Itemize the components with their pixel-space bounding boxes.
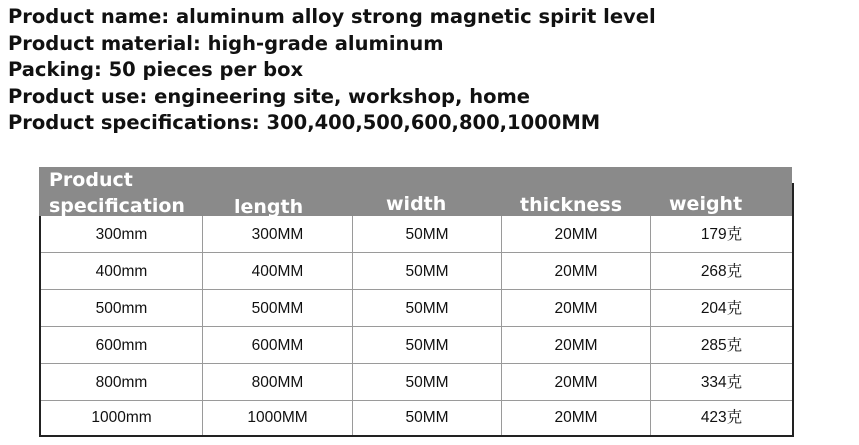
header-product: Product <box>49 169 133 191</box>
cell-spec: 1000mm <box>91 409 152 426</box>
table-row <box>41 327 792 364</box>
cell-weight: 179克 <box>700 226 743 243</box>
header-thickness: thickness <box>520 194 623 216</box>
cell-thickness: 20MM <box>554 263 598 280</box>
header-width: width <box>386 193 447 215</box>
cell-thickness: 20MM <box>554 300 598 317</box>
table-row <box>41 400 792 435</box>
product-specifications-line: Product specifications: 300,400,500,600,800,1000MM <box>8 111 601 134</box>
cell-length: 800MM <box>251 374 304 391</box>
cell-length: 1000MM <box>247 409 308 426</box>
cell-thickness: 20MM <box>554 374 598 391</box>
packing-line: Packing: 50 pieces per box <box>8 58 304 81</box>
cell-width: 50MM <box>405 337 449 354</box>
table-row <box>41 364 792 401</box>
cell-spec: 800mm <box>95 374 148 391</box>
cell-weight: 285克 <box>700 337 743 354</box>
header-length: length <box>234 196 304 218</box>
cell-spec: 600mm <box>95 337 148 354</box>
cell-spec: 300mm <box>95 226 148 243</box>
cell-width: 50MM <box>405 374 449 391</box>
cell-spec: 400mm <box>95 263 148 280</box>
cell-length: 300MM <box>251 226 304 243</box>
cell-width: 50MM <box>405 409 449 426</box>
product-info-list <box>8 4 656 137</box>
table-row <box>41 216 792 253</box>
product-use-line: Product use: engineering site, workshop, home <box>8 84 531 108</box>
table-body <box>39 216 792 437</box>
specification-table <box>39 167 792 437</box>
cell-weight: 204克 <box>700 300 743 317</box>
header-specification: specification <box>49 195 185 217</box>
cell-width: 50MM <box>405 226 449 243</box>
table-header <box>39 167 792 216</box>
cell-width: 50MM <box>405 263 449 280</box>
cell-spec: 500mm <box>95 300 148 317</box>
cell-length: 600MM <box>251 337 304 354</box>
cell-thickness: 20MM <box>554 409 598 426</box>
cell-length: 500MM <box>251 300 304 317</box>
product-material-line: Product material: high-grade aluminum <box>8 31 444 55</box>
table-row <box>41 253 792 290</box>
cell-width: 50MM <box>405 300 449 317</box>
cell-weight: 334克 <box>700 374 743 391</box>
cell-thickness: 20MM <box>554 337 598 354</box>
table-right-border <box>792 183 794 437</box>
cell-weight: 423克 <box>700 409 743 426</box>
cell-length: 400MM <box>251 263 304 280</box>
cell-weight: 268克 <box>700 263 743 280</box>
cell-thickness: 20MM <box>554 226 598 243</box>
header-weight: weight <box>669 193 743 215</box>
table-row <box>41 290 792 327</box>
product-name-line: Product name: aluminum alloy strong magnetic spirit level <box>8 5 656 28</box>
